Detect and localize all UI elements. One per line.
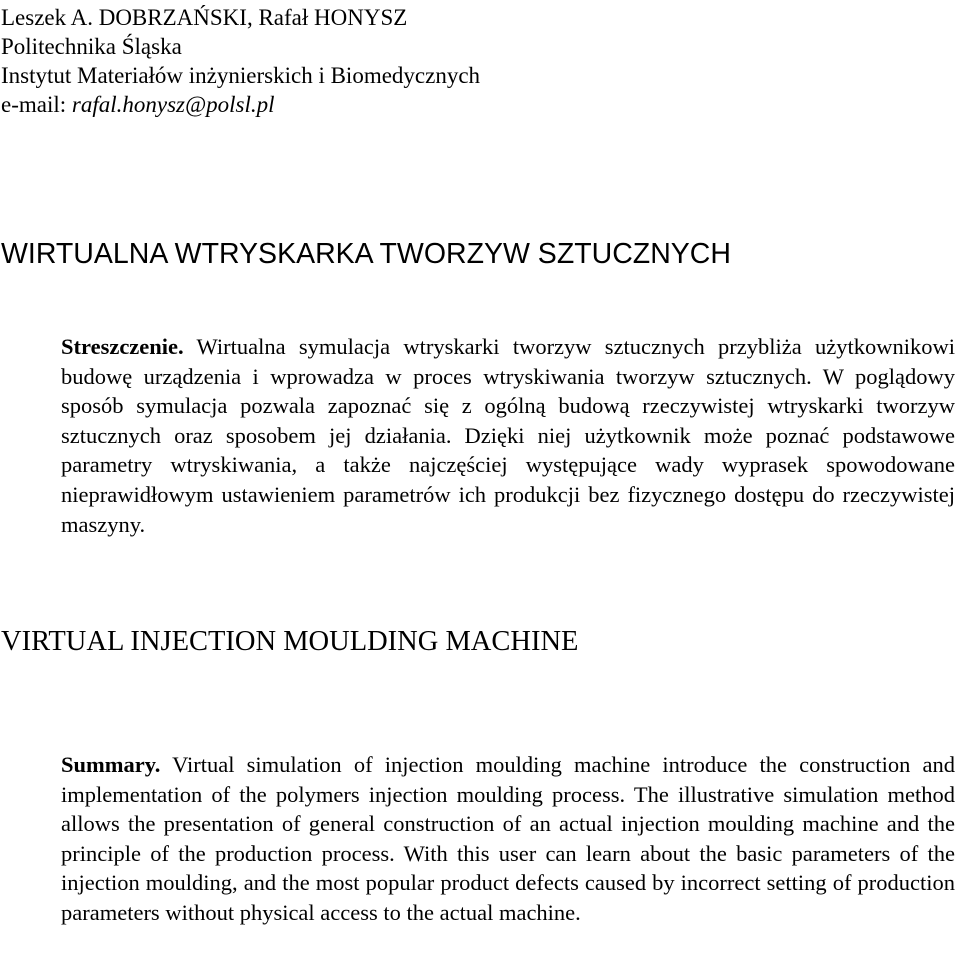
polish-abstract (61, 332, 955, 539)
email-label: e-mail: (1, 92, 72, 117)
email-line (1, 91, 275, 119)
english-abstract-label: Summary. (61, 752, 161, 777)
english-abstract (61, 750, 955, 928)
polish-abstract-text: Wirtualna symulacja wtryskarki tworzyw sztucznych przybliża użytkownikowi budowę urządzenia i wprowadza w proces wtryskiwania tworzyw sztucznych. W poglądowy sposób symulacja pozwala zapoznać się z ogólną budową rzeczywistej wtryskarki tworzyw sztucznych oraz sposobem jej działania. Dzięki niej użytkownik może poznać podstawowe parametry wtryskiwania, a także najczęściej występujące wady wyprasek spowodowane nieprawidłowym ustawieniem parametrów ich produkcji bez fizycznego dostępu do rzeczywistej maszyny. (61, 334, 955, 537)
authors: Leszek A. DOBRZAŃSKI, Rafał HONYSZ (1, 5, 408, 30)
university: Politechnika Śląska (1, 34, 182, 59)
english-abstract-text: Virtual simulation of injection moulding machine introduce the construction and implementation of the polymers injection moulding process. The illustrative simulation method allows the presentation of general construction of an actual injection moulding machine and the principle of the production process. With this user can learn about the basic parameters of the injection moulding, and the most popular product defects caused by incorrect setting of production parameters without physical access to the actual machine. (61, 752, 955, 925)
polish-title: WIRTUALNA WTRYSKARKA TWORZYW SZTUCZNYCH (1, 238, 731, 270)
email-address[interactable]: rafal.honysz@polsl.pl (71, 92, 275, 117)
institute: Instytut Materiałów inżynierskich i Biomedycznych (1, 63, 481, 88)
english-title: VIRTUAL INJECTION MOULDING MACHINE (1, 626, 579, 657)
polish-abstract-label: Streszczenie. (61, 334, 184, 359)
